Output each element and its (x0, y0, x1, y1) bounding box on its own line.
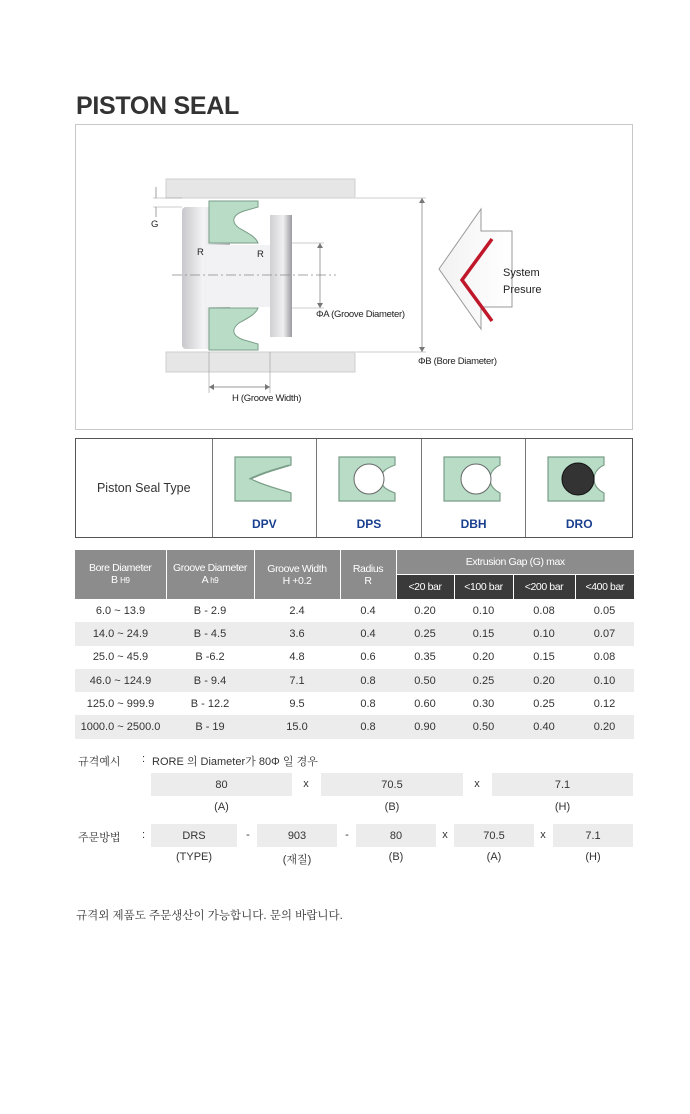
groove-width-label: H (Groove Width) (232, 393, 302, 404)
header-bore: Bore Diameter B H9 (75, 550, 166, 599)
example-caption-a: (A) (214, 801, 229, 813)
order-sep-1: - (246, 829, 250, 841)
header-groove-diameter: Groove Diameter A h9 (166, 550, 254, 599)
header-radius: Radius R (340, 550, 396, 599)
upper-seal (209, 201, 258, 243)
example-caption-b: (B) (384, 801, 400, 813)
order-b: 80 (356, 824, 436, 847)
example-value-a: 80 (151, 773, 292, 796)
r-label-1: R (197, 247, 204, 258)
header-200bar: <200 bar (513, 574, 575, 599)
bore-top (166, 179, 355, 198)
table-row: 14.0 ~ 24.9 B - 4.5 3.6 0.4 0.25 0.15 0.10 0.07 (75, 622, 634, 645)
example-text: RORE 의 Diameter가 80Φ 일 경우 (152, 756, 318, 768)
order-material: 903 (257, 824, 337, 847)
table-row: 25.0 ~ 45.9 B -6.2 4.8 0.6 0.35 0.20 0.15 0.08 (92, 651, 616, 664)
custom-order-note: 규격외 제품도 주문생산이 가능합니다. 문의 바랍니다. (76, 910, 343, 922)
order-caption-material: (재질) (282, 854, 312, 866)
pressure-arrow (439, 209, 512, 329)
example-sep-1: x (303, 778, 309, 790)
table-row: 46.0 ~ 124.9 B - 9.4 7.1 0.8 0.50 0.25 0.20 0.10 (75, 669, 634, 692)
g-label: G (151, 219, 159, 230)
table-row: 6.0 ~ 13.9 B - 2.9 2.4 0.4 0.20 0.10 0.08 0.05 (95, 604, 616, 617)
header-20bar: <20 bar (396, 574, 454, 599)
seal-type-dps (317, 439, 422, 537)
pressure-label-line1: System (503, 267, 540, 279)
example-colon: : (142, 753, 146, 765)
example-value-h: 7.1 (492, 773, 633, 796)
dbh-seal-icon (440, 453, 508, 505)
header-extrusion-gap: Extrusion Gap (G) max (396, 550, 634, 574)
order-label: 주문방법 (78, 832, 121, 844)
seal-type-name: DBH (460, 517, 487, 531)
dro-seal-icon (544, 453, 612, 505)
page-title: PISTON SEAL (76, 92, 239, 120)
table-row: 1000.0 ~ 2500.0 B - 19 15.0 0.8 0.90 0.50 0.40 0.20 (75, 715, 634, 738)
example-value-b: 70.5 (321, 773, 463, 796)
bore-bottom (166, 352, 355, 372)
example-sep-2: x (474, 778, 480, 790)
piston-flange (270, 215, 292, 337)
order-sep-3: x (442, 829, 448, 841)
r-label-2: R (257, 249, 264, 260)
header-groove-width: Groove Width H +0.2 (254, 550, 340, 599)
lower-seal (209, 308, 258, 350)
header-100bar: <100 bar (454, 574, 513, 599)
order-sep-4: x (540, 829, 546, 841)
example-label: 규격예시 (78, 756, 121, 768)
dpv-seal-icon (231, 453, 299, 505)
seal-type-name: DRO (565, 517, 593, 531)
order-caption-b: (B) (388, 851, 404, 863)
seal-type-dpv (213, 439, 318, 537)
order-colon: : (142, 829, 146, 841)
order-a: 70.5 (454, 824, 534, 847)
seal-type-name: DPV (251, 517, 277, 531)
order-caption-a: (A) (486, 851, 502, 863)
seal-diagram (75, 124, 633, 430)
example-caption-h: (H) (554, 801, 571, 813)
table-row: 125.0 ~ 999.9 B - 12.2 9.5 0.8 0.60 0.30 0.25 0.12 (86, 697, 616, 710)
order-type: DRS (151, 824, 237, 847)
header-400bar: <400 bar (575, 574, 634, 599)
bore-diameter-label: ΦB (Bore Diameter) (418, 356, 497, 367)
seal-type-dbh (422, 439, 527, 537)
seal-type-name: DPS (356, 517, 382, 531)
seal-type-label: Piston Seal Type (76, 439, 213, 537)
groove-diameter-label: ΦA (Groove Diameter) (316, 309, 405, 320)
seal-type-dro (526, 439, 632, 537)
order-caption-type: (TYPE) (175, 851, 213, 863)
dps-seal-icon (335, 453, 403, 505)
seal-type-strip (75, 438, 633, 538)
spec-table (75, 550, 634, 739)
pressure-label-line2: Presure (503, 284, 542, 296)
order-caption-h: (H) (585, 851, 601, 863)
order-sep-2: - (345, 829, 349, 841)
order-h: 7.1 (553, 824, 633, 847)
